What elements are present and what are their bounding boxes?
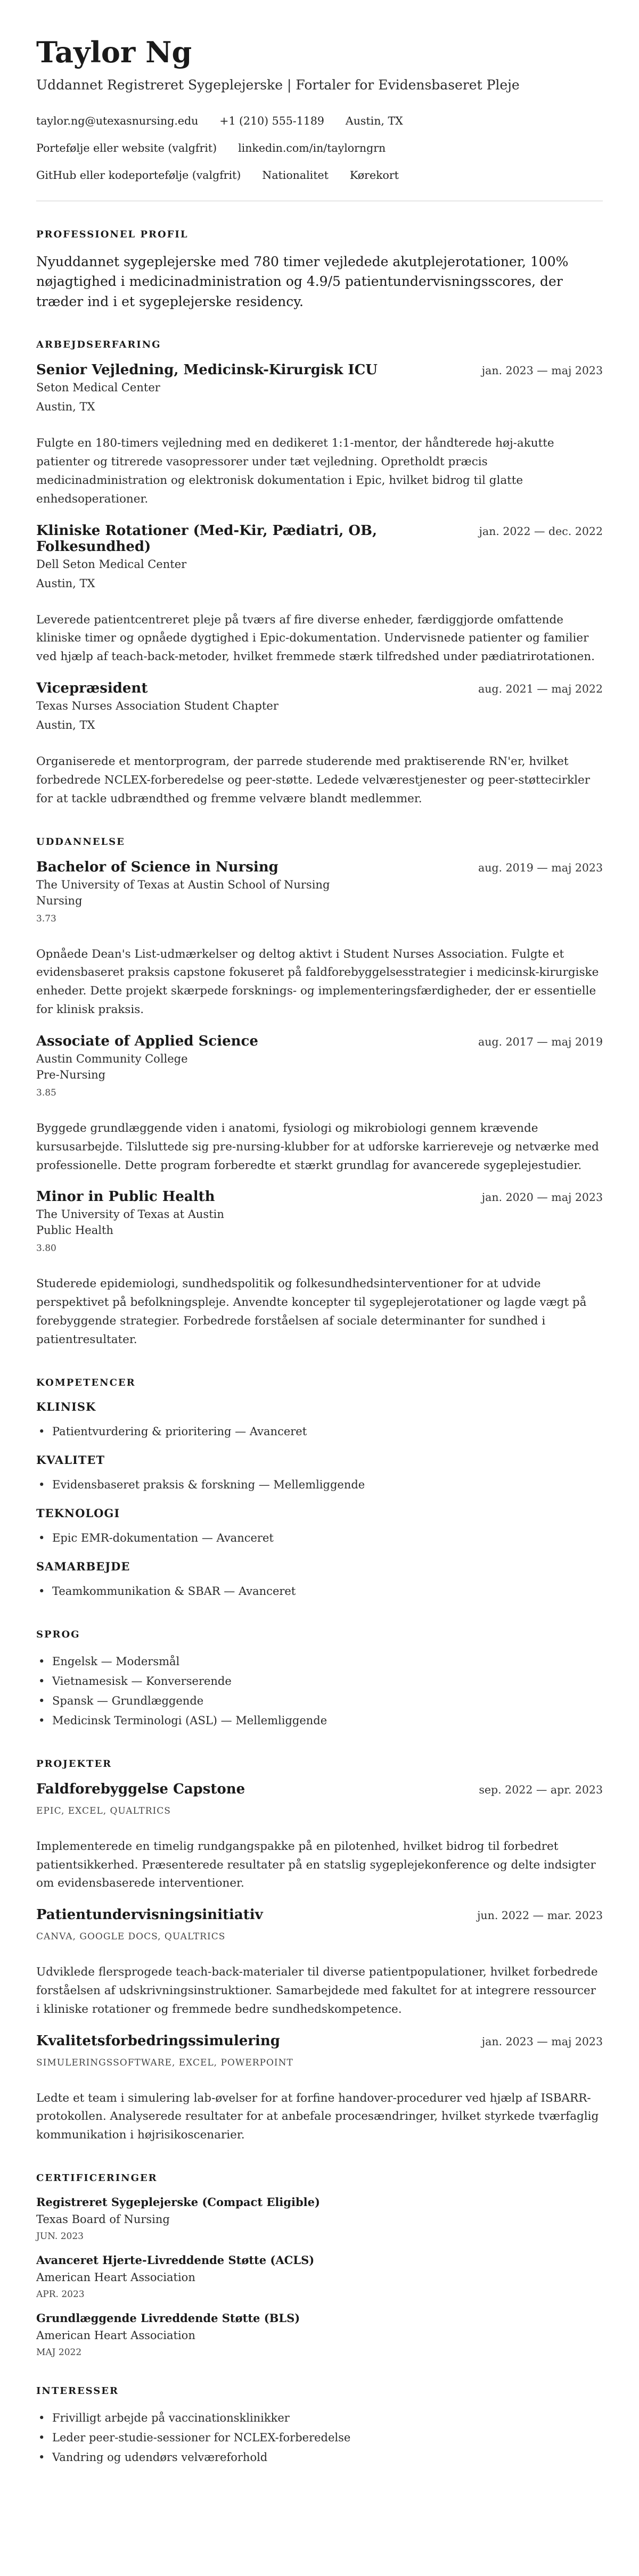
- section-title: UDDANNELSE: [36, 836, 125, 847]
- job-title: Senior Vejledning, Medicinsk-Kirurgisk ICU: [36, 362, 378, 378]
- job-location: Austin, TX: [36, 400, 95, 414]
- degree-title: Bachelor of Science in Nursing: [36, 859, 278, 875]
- contact-row: [36, 162, 603, 189]
- project-entry: [36, 2033, 603, 2145]
- section-title: PROFESSIONEL PROFIL: [36, 228, 189, 240]
- project-description: Udviklede flersprogede teach-back-materialer til diverse patientpopulationer, hvilket forbedrede forståelsen af udskrivningsinstruktioner. Samarbejdede med fakultet for at integrere ressourcer i kliniske rotationer og fremmede bedre sundhedskompetence.: [36, 1965, 598, 2016]
- linkedin-link[interactable]: linkedin.com/in/taylorngrn: [238, 142, 386, 155]
- degree-description: Opnåede Dean's List-udmærkelser og deltog aktivt i Student Nurses Association. Fulgte et evidensbaseret praksis capstone fokuseret på faldforebyggelsesstrategier i medicinsk-kirurgiske enheder. Dette projekt skærpede forsknings- og implementeringsfærdigheder, der er essentielle for klinisk praksis.: [36, 947, 599, 1017]
- project-title: Patientundervisningsinitiativ: [36, 1907, 263, 1923]
- interest-item: • Frivilligt arbejde på vaccinationsklinikker: [36, 2408, 603, 2428]
- language-item: • Medicinsk Terminologi (ASL) — Mellemliggende: [36, 1711, 603, 1731]
- degree-dates: aug. 2017 — maj 2019: [478, 1035, 603, 1048]
- section-title: ARBEJDSERFARING: [36, 339, 161, 351]
- skill-category: KVALITET: [36, 1453, 105, 1467]
- skill-category: SAMARBEJDE: [36, 1559, 130, 1573]
- experience-section: [36, 339, 603, 808]
- contact-row: [36, 108, 603, 135]
- project-title: Faldforebyggelse Capstone: [36, 1781, 245, 1797]
- certification-date: MAJ 2022: [36, 2347, 82, 2358]
- skill-item: • Patientvurdering & prioritering — Avanceret: [36, 1422, 603, 1442]
- degree-dates: aug. 2019 — maj 2023: [478, 861, 603, 874]
- project-dates: sep. 2022 — apr. 2023: [479, 1783, 603, 1796]
- education-entry: [36, 1033, 603, 1175]
- candidate-name: Taylor Ng: [36, 35, 192, 69]
- job-description: Organiserede et mentorprogram, der parrede studerende med praktiserende RN'er, hvilket forbedrede NCLEX-forberedelse og peer-støtte. Ledede velværestjenester og peer-støttecirkler for at tackle udbrændthed og fremme velvære blandt medlemmer.: [36, 755, 591, 805]
- education-section: [36, 836, 603, 1349]
- skill-item: • Evidensbaseret praksis & forskning — Mellemliggende: [36, 1475, 603, 1495]
- certification-entry: [36, 2195, 603, 2242]
- job-title: Vicepræsident: [36, 680, 148, 697]
- gpa: 3.85: [36, 1087, 56, 1098]
- section-title: INTERESSER: [36, 2385, 119, 2397]
- skill-category: KLINISK: [36, 1400, 96, 1413]
- languages-section: [36, 1629, 603, 1731]
- language-item: • Spansk — Grundlæggende: [36, 1691, 603, 1711]
- project-entry: [36, 1907, 603, 2019]
- job-dates: aug. 2021 — maj 2022: [478, 682, 603, 696]
- experience-entry: [36, 362, 603, 508]
- phone-number[interactable]: +1 (210) 555-1189: [219, 114, 324, 128]
- certification-name: Avanceret Hjerte-Livreddende Støtte (ACLS): [36, 2253, 315, 2267]
- skill-group: [36, 1507, 603, 1548]
- resume-header: [36, 35, 603, 201]
- employer: Seton Medical Center: [36, 381, 160, 394]
- field-of-study: Pre-Nursing: [36, 1068, 106, 1081]
- skill-group: [36, 1560, 603, 1601]
- job-dates: jan. 2023 — maj 2023: [481, 364, 603, 377]
- language-item: • Vietnamesisk — Konverserende: [36, 1672, 603, 1691]
- degree-dates: jan. 2020 — maj 2023: [481, 1191, 603, 1204]
- profile-section: [36, 229, 603, 312]
- project-title: Kvalitetsforbedringssimulering: [36, 2032, 280, 2049]
- education-entry: [36, 1189, 603, 1349]
- degree-description: Byggede grundlæggende viden i anatomi, fysiologi og mikrobiologi gennem krævende kursusarbejde. Tilsluttede sig pre-nursing-klubber for at udforske karriereveje og netværke med professionelle. Dette program forberedte et stærkt grundlag for avancerede sygeplejestudier.: [36, 1121, 599, 1172]
- certification-date: JUN. 2023: [36, 2231, 84, 2242]
- github-link[interactable]: GitHub eller kodeportefølje (valgfrit): [36, 169, 241, 182]
- nationality: Nationalitet: [262, 169, 329, 182]
- project-dates: jun. 2022 — mar. 2023: [477, 1909, 603, 1922]
- certification-issuer: Texas Board of Nursing: [36, 2213, 170, 2226]
- certifications-section: [36, 2172, 603, 2358]
- job-title: Kliniske Rotationer (Med-Kir, Pædiatri, OB, Folkesundhed): [36, 522, 378, 555]
- job-description: Leverede patientcentreret pleje på tværs af fire diverse enheder, færdiggjorde omfattende kliniske timer og opnåede dygtighed i Epic-dokumentation. Undervisnede patienter og familier ved hjælp af teach-back-metoder, hvilket fremmede stærk tilfredshed under pædiatrirotationen.: [36, 613, 595, 664]
- degree-title: Minor in Public Health: [36, 1189, 215, 1205]
- skill-group: [36, 1400, 603, 1442]
- gpa: 3.80: [36, 1243, 56, 1254]
- job-description: Fulgte en 180-timers vejledning med en dedikeret 1:1-mentor, der håndterede høj-akutte patienter og titrerede vasopressorer under tæt vejledning. Opretholdt præcis medicinadministration og elektronisk dokumentation i Epic, hvilket bidrog til glatte enhedsoperationer.: [36, 437, 554, 506]
- degree-title: Associate of Applied Science: [36, 1033, 258, 1049]
- job-dates: jan. 2022 — dec. 2022: [479, 524, 603, 538]
- experience-entry: [36, 523, 603, 666]
- school-name: The University of Texas at Austin School of Nursing: [36, 878, 330, 891]
- education-entry: [36, 859, 603, 1019]
- field-of-study: Nursing: [36, 894, 83, 907]
- school-name: Austin Community College: [36, 1052, 188, 1065]
- contact-row: [36, 135, 603, 162]
- certification-entry: [36, 2311, 603, 2358]
- skills-section: [36, 1377, 603, 1601]
- interest-item: • Leder peer-studie-sessioner for NCLEX-forberedelse: [36, 2428, 603, 2448]
- email-link[interactable]: taylor.ng@utexasnursing.edu: [36, 114, 199, 128]
- certification-name: Registreret Sygeplejerske (Compact Eligible): [36, 2195, 320, 2209]
- employer: Dell Seton Medical Center: [36, 557, 187, 571]
- certification-entry: [36, 2253, 603, 2300]
- project-description: Ledte et team i simulering lab-øvelser for at forfine handover-procedurer ved hjælp af ISBARR-protokollen. Analyserede resultater for at anbefale procesændringer, hvilket styrkede tværfaglig kommunikation i højrisikoscenarier.: [36, 2091, 599, 2142]
- section-title: PROJEKTER: [36, 1758, 112, 1770]
- section-title: SPROG: [36, 1628, 80, 1640]
- section-title: CERTIFICERINGER: [36, 2172, 158, 2184]
- profile-summary: Nyuddannet sygeplejerske med 780 timer vejledede akutplejerotationer, 100% nøjagtighed i medicinadministration og 4.9/5 patientundervisningsscores, der træder ind i et sygeplejerske residency.: [36, 253, 569, 309]
- contact-info: [36, 108, 603, 189]
- interest-item: • Vandring og udendørs velværeforhold: [36, 2448, 603, 2467]
- school-name: The University of Texas at Austin: [36, 1208, 224, 1221]
- project-tools: SIMULERINGSSOFTWARE, EXCEL, POWERPOINT: [36, 2057, 293, 2068]
- certification-issuer: American Heart Association: [36, 2271, 195, 2284]
- location: Austin, TX: [345, 114, 403, 128]
- skill-item: • Epic EMR-dokumentation — Avanceret: [36, 1528, 603, 1548]
- skill-category: TEKNOLOGI: [36, 1506, 120, 1520]
- project-tools: CANVA, GOOGLE DOCS, QUALTRICS: [36, 1931, 226, 1943]
- certification-name: Grundlæggende Livreddende Støtte (BLS): [36, 2311, 300, 2325]
- gpa: 3.73: [36, 913, 56, 924]
- language-item: • Engelsk — Modersmål: [36, 1652, 603, 1672]
- certification-issuer: American Heart Association: [36, 2329, 195, 2342]
- portfolio-link[interactable]: Portefølje eller website (valgfrit): [36, 142, 217, 155]
- project-dates: jan. 2023 — maj 2023: [481, 2035, 603, 2048]
- project-description: Implementerede en timelig rundgangspakke på en pilotenhed, hvilket bidrog til forbedret patientsikkerhed. Præsenterede resultater på en statslig sygeplejekonference og delte indsigter om evidensbaserede interventioner.: [36, 1839, 596, 1890]
- section-title: KOMPETENCER: [36, 1377, 136, 1388]
- degree-description: Studerede epidemiologi, sundhedspolitik og folkesundhedsinterventioner for at udvide perspektivet på befolkningspleje. Anvendte koncepter til sygeplejerotationer og lagde vægt på forebyggende strategier. Forbedrede forståelsen af sociale determinanter for sundhed i patientresultater.: [36, 1277, 587, 1346]
- certification-date: APR. 2023: [36, 2289, 85, 2300]
- headline: Uddannet Registreret Sygeplejerske | Fortaler for Evidensbaseret Pleje: [36, 77, 520, 93]
- employer: Texas Nurses Association Student Chapter: [36, 699, 278, 713]
- field-of-study: Public Health: [36, 1224, 113, 1237]
- drivers-license: Kørekort: [349, 169, 399, 182]
- interests-section: [36, 2385, 603, 2467]
- skill-group: [36, 1453, 603, 1495]
- project-tools: EPIC, EXCEL, QUALTRICS: [36, 1805, 171, 1816]
- project-entry: [36, 1781, 603, 1893]
- skill-item: • Teamkommunikation & SBAR — Avanceret: [36, 1582, 603, 1601]
- job-location: Austin, TX: [36, 577, 95, 590]
- job-location: Austin, TX: [36, 719, 95, 732]
- experience-entry: [36, 680, 603, 808]
- projects-section: [36, 1758, 603, 2145]
